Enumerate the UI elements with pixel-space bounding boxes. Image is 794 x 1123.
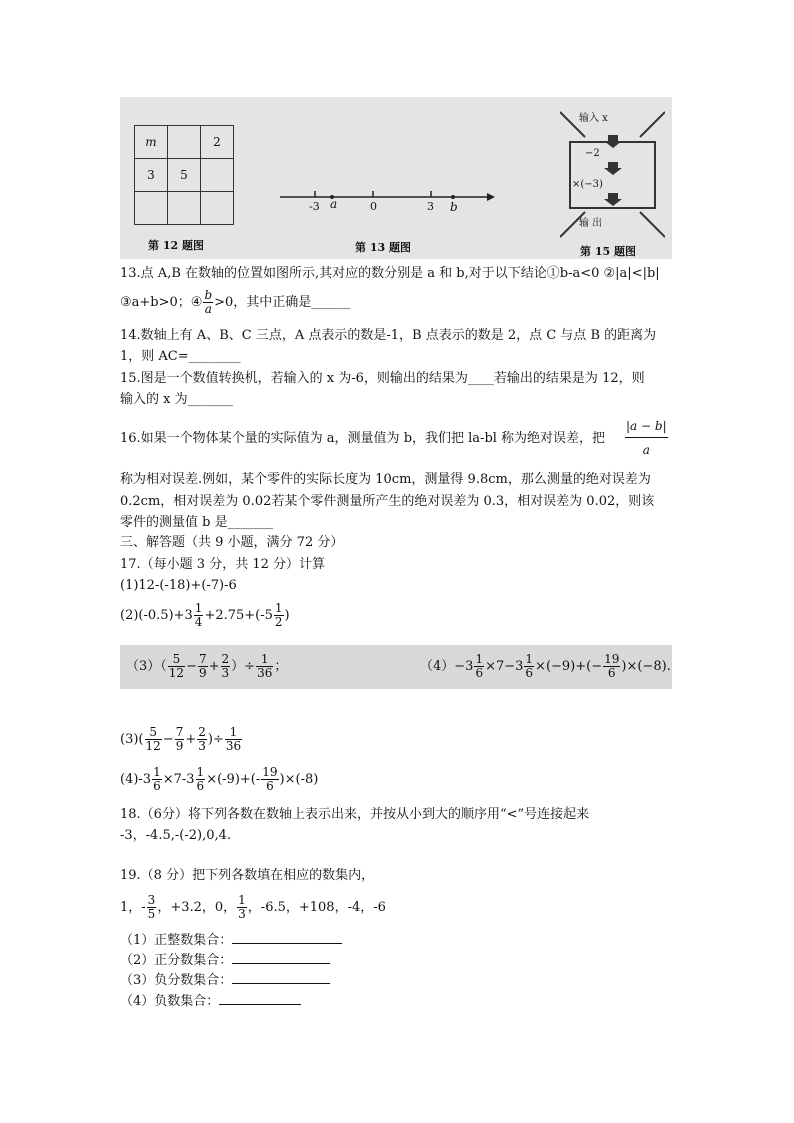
fraction <box>196 766 206 793</box>
section-heading: 三、解答题（共 9 小题，满分 72 分） <box>120 535 344 550</box>
fraction <box>261 766 278 793</box>
q17-head: 17.（每小题 3 分，共 12 分）计算 <box>120 557 326 572</box>
text: ) <box>284 608 290 623</box>
frac-denominator: 36 <box>257 666 273 680</box>
q19-head: 19.（8 分）把下列各数填在相应的数集内， <box>120 868 375 883</box>
text: ×(−9)+(− <box>535 659 603 674</box>
frac-numerator: |a − b| <box>625 420 668 438</box>
frac-numerator: 5 <box>168 653 185 667</box>
text: ×7-3 <box>162 772 195 787</box>
text: (4)-3 <box>120 772 152 787</box>
text: + <box>208 659 220 674</box>
strip-part4 <box>420 651 671 683</box>
text: ； <box>274 659 288 674</box>
frac-numerator: 1 <box>238 893 246 907</box>
point-a-label: a <box>330 197 338 211</box>
q19-set4 <box>120 993 301 1011</box>
frac-numerator: 7 <box>175 725 184 739</box>
text: +2.75+(-5 <box>204 608 273 623</box>
text: + <box>185 732 197 747</box>
grid-cell <box>201 159 234 192</box>
frac-numerator: 1 <box>153 765 161 779</box>
machine-op1: −2 <box>585 148 600 159</box>
fraction <box>225 726 242 753</box>
q16-line2: 称为相对误差.例如，某个零件的实际长度为 10cm，测量得 9.8cm，那么测量的绝对误差为 <box>120 472 651 487</box>
tick-label: -3 <box>309 200 320 213</box>
frac-denominator: a <box>642 443 650 457</box>
frac-denominator: a <box>204 302 212 316</box>
frac-denominator: 4 <box>194 615 203 629</box>
frac-numerator: 1 <box>196 765 205 779</box>
machine-op2: ×(−3) <box>572 179 603 190</box>
text: )×(−8). <box>621 659 671 674</box>
frac-denominator: 9 <box>175 739 184 753</box>
q17-part3 <box>120 722 243 758</box>
set-label: （4）负数集合： <box>120 994 220 1009</box>
text: ）÷ <box>231 659 256 674</box>
q16-line3: 0.2cm，相对误差为 0.02若某个零件测量所产生的绝对误差为 0.3，相对误差为 0.02，则该 <box>120 494 655 509</box>
fraction <box>145 726 162 753</box>
text: )×(-8) <box>279 772 319 787</box>
caption-q12: 第 12 题图 <box>148 239 204 252</box>
text: ×(-9)+(- <box>206 772 261 787</box>
fraction <box>147 894 157 921</box>
text: （3）（ <box>126 659 167 674</box>
machine-input-label: 输入 x <box>579 113 608 124</box>
q14-line2: 1，则 AC=________ <box>120 349 241 364</box>
q18-line2: -3，-4.5,-(-2),0,4. <box>120 828 232 843</box>
q17-part1: (1)12-(-18)+(-7)-6 <box>120 578 237 593</box>
answer-blank[interactable] <box>232 983 330 984</box>
frac-numerator: 3 <box>147 893 156 907</box>
tick-label: 0 <box>370 200 377 213</box>
set-label: （2）正分数集合： <box>120 953 233 968</box>
fraction <box>274 602 284 629</box>
frac-denominator: 6 <box>607 666 616 680</box>
text: )÷ <box>207 732 224 747</box>
frac-denominator: 6 <box>525 666 534 680</box>
q13-fraction <box>203 289 213 316</box>
point-b-label: b <box>450 200 458 214</box>
q17-part2 <box>120 598 290 634</box>
q16-line4: 零件的测量值 b 是_______ <box>120 515 274 530</box>
frac-numerator: 1 <box>194 601 203 615</box>
text: − <box>162 732 174 747</box>
relative-error-fraction <box>625 420 668 457</box>
fraction <box>175 726 185 753</box>
frac-denominator: 12 <box>145 739 161 753</box>
fraction <box>152 766 162 793</box>
q19-set3 <box>120 972 330 990</box>
frac-numerator: 1 <box>274 601 283 615</box>
fraction <box>198 653 208 680</box>
fraction <box>256 653 273 680</box>
q13-line2 <box>120 288 350 318</box>
q16-fraction <box>624 420 669 457</box>
frac-numerator: 1 <box>475 652 484 666</box>
caption-q15: 第 15 题图 <box>580 245 636 258</box>
text: ，+3.2，0， <box>157 900 237 915</box>
frac-denominator: 3 <box>198 739 206 753</box>
fraction <box>524 653 534 680</box>
frac-denominator: 3 <box>238 907 246 921</box>
q15-line2: 输入的 x 为_______ <box>120 392 234 407</box>
text: − <box>186 659 197 674</box>
set-label: （3）负分数集合： <box>120 973 233 988</box>
q13-line1: 13.点 A,B 在数轴的位置如图所示,其对应的数分别是 a 和 b,对于以下结论①b-a<0 ②|a|<|b| <box>120 266 660 281</box>
frac-numerator: 1 <box>225 726 242 740</box>
frac-numerator: 7 <box>198 652 207 666</box>
text: （4）−3 <box>420 659 474 674</box>
answer-blank[interactable] <box>232 943 342 944</box>
frac-numerator: 1 <box>256 653 273 667</box>
figure-panel <box>120 97 672 259</box>
text: ×7−3 <box>485 659 524 674</box>
fraction <box>194 602 204 629</box>
fraction <box>197 726 207 753</box>
q19-numbers <box>120 890 386 926</box>
q13-text-a: ③a+b>0；④ <box>120 295 203 310</box>
conversion-machine <box>560 107 665 247</box>
q18-line1: 18.（6分）将下列各数在数轴上表示出来，并按从小到大的顺序用“<”号连接起来 <box>120 807 590 822</box>
q15-line1: 15.图是一个数值转换机，若输入的 x 为-6，则输出的结果为____若输出的结果是为 12，则 <box>120 371 645 386</box>
q19-set2 <box>120 952 330 970</box>
frac-numerator: 19 <box>262 765 278 779</box>
frac-denominator: 6 <box>475 666 484 680</box>
caption-q13: 第 13 题图 <box>355 241 411 254</box>
frac-denominator: 2 <box>274 615 283 629</box>
frac-numerator: 5 <box>145 726 162 740</box>
fraction <box>237 894 247 921</box>
fraction <box>603 653 620 680</box>
frac-denominator: 6 <box>266 779 274 793</box>
q19-set1 <box>120 932 342 950</box>
fraction <box>474 653 484 680</box>
frac-numerator: 2 <box>198 725 206 739</box>
frac-denominator: 3 <box>221 666 230 680</box>
grid-cell <box>168 126 201 159</box>
fraction <box>221 653 231 680</box>
set-label: （1）正整数集合： <box>120 933 233 948</box>
machine-output-label: 输 出 <box>579 218 603 229</box>
frac-denominator: 12 <box>168 666 185 680</box>
frac-denominator: 36 <box>225 739 242 753</box>
text: 1，- <box>120 900 146 915</box>
frac-numerator: 19 <box>604 652 620 666</box>
grid-cell: 3 <box>135 159 168 192</box>
frac-denominator: 5 <box>147 907 156 921</box>
number-grid <box>134 125 234 225</box>
frac-numerator: 2 <box>221 652 230 666</box>
frac-numerator: b <box>204 288 213 302</box>
q16-line1: 16.如果一个物体某个量的实际值为 a，测量值为 b，我们把 la-bl 称为绝对误差，把 <box>120 431 606 446</box>
q17-part4 <box>120 762 318 798</box>
text: (2)(-0.5)+3 <box>120 608 193 623</box>
q13-text-b: >0，其中正确是______ <box>214 295 351 310</box>
tick-label: 3 <box>427 200 434 213</box>
grid-cell: 5 <box>168 159 201 192</box>
text: (3)( <box>120 732 144 747</box>
q14-line1: 14.数轴上有 A、B、C 三点，A 点表示的数是-1，B 点表示的数是 2，点 C 与点 B 的距离为 <box>120 328 657 343</box>
grid-cell: m <box>135 126 168 159</box>
fraction <box>168 653 185 680</box>
grid-cell <box>168 192 201 225</box>
frac-denominator: 6 <box>196 779 205 793</box>
frac-denominator: 6 <box>153 779 161 793</box>
frac-denominator: 9 <box>198 666 207 680</box>
answer-blank[interactable] <box>219 1004 301 1005</box>
grid-cell: 2 <box>201 126 234 159</box>
strip-part3 <box>126 651 287 683</box>
scanned-problems-strip <box>120 645 672 689</box>
grid-cell <box>135 192 168 225</box>
answer-blank[interactable] <box>232 963 330 964</box>
grid-cell <box>201 192 234 225</box>
frac-numerator: 1 <box>525 652 534 666</box>
text: ，-6.5，+108，-4，-6 <box>247 900 386 915</box>
